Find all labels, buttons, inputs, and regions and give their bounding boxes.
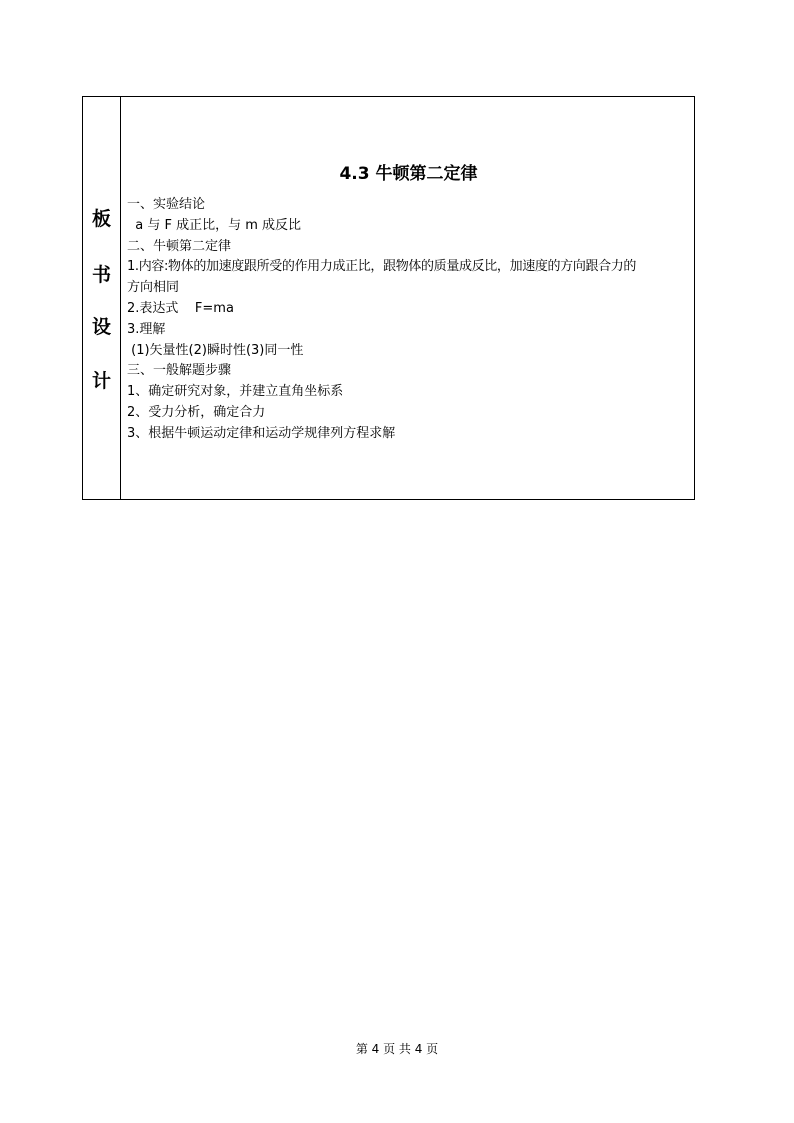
content-line: 3.理解 — [127, 321, 166, 337]
content-line: 2、受力分析，确定合力 — [127, 404, 266, 420]
board-content — [127, 97, 690, 499]
section-label-char: 计 — [91, 370, 111, 392]
section-label-char: 书 — [91, 264, 111, 286]
lesson-title: 4.3 牛顿第二定律 — [339, 164, 478, 184]
column-divider — [120, 97, 121, 499]
content-line: 三、一般解题步骤 — [127, 363, 232, 379]
content-line: 3、根据牛顿运动定律和运动学规律列方程求解 — [127, 425, 396, 441]
content-line: 一、实验结论 — [127, 197, 206, 212]
content-line: 1.内容:物体的加速度跟所受的作用力成正比，跟物体的质量成反比，加速度的方向跟合力的 — [127, 259, 637, 275]
section-label-char: 板 — [91, 208, 111, 230]
content-line: 2.表达式 F=ma — [127, 300, 234, 316]
section-label-char: 设 — [91, 316, 111, 338]
board-design-table — [82, 96, 695, 500]
content-line: 1、确定研究对象，并建立直角坐标系 — [127, 384, 344, 400]
content-line: 二、牛顿第二定律 — [127, 238, 232, 254]
content-line: a 与 F 成正比，与 m 成反比 — [127, 217, 302, 233]
content-line: 方向相同 — [127, 280, 180, 296]
content-lines — [127, 195, 690, 445]
section-label-column — [83, 97, 120, 499]
content-line: (1)矢量性(2)瞬时性(3)同一性 — [127, 342, 304, 358]
page-footer: 第 4 页 共 4 页 — [355, 1042, 439, 1056]
